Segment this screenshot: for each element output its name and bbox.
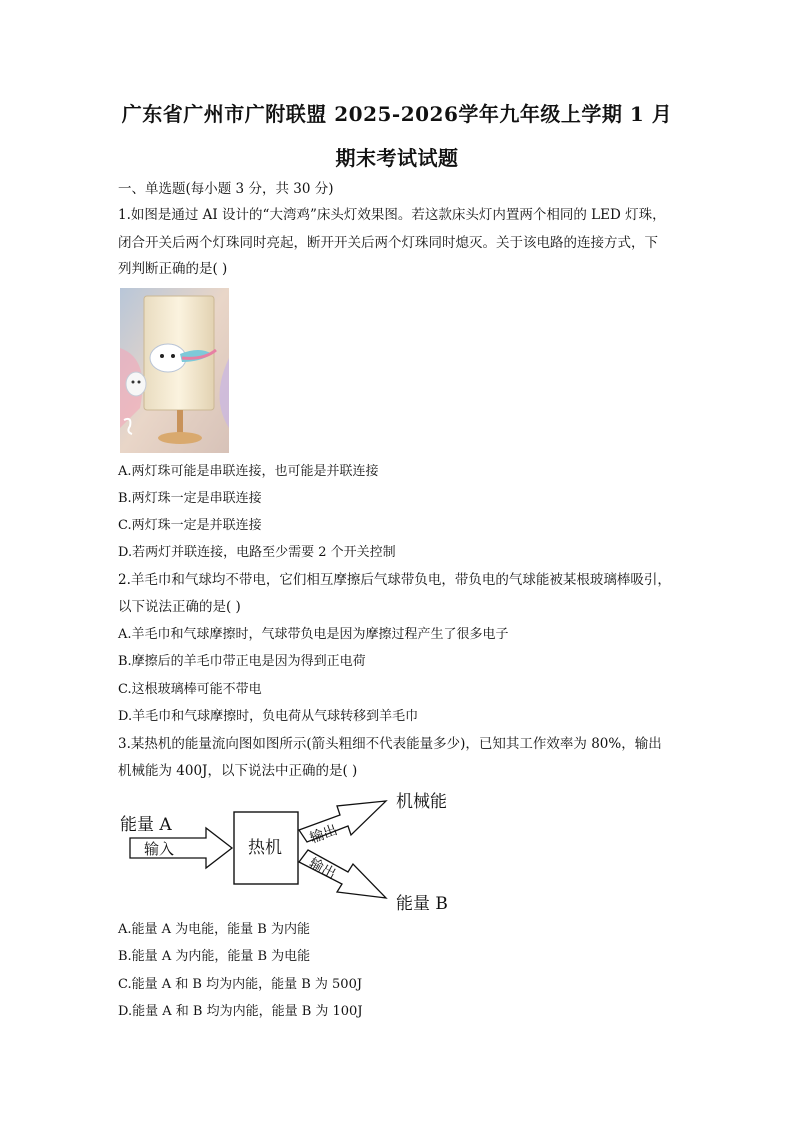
section-heading: 一、单选题(每小题 3 分，共 30 分) bbox=[118, 181, 334, 197]
q2-option-a: A.羊毛巾和气球摩擦时，气球带负电是因为摩擦过程产生了很多电子 bbox=[118, 627, 509, 642]
q3-option-b: B.能量 A 为内能，能量 B 为电能 bbox=[118, 949, 311, 964]
engine-label: 热机 bbox=[248, 838, 282, 858]
q3-option-c: C.能量 A 和 B 均为内能，能量 B 为 500J bbox=[118, 977, 363, 992]
q1-stem-line2: 闭合开关后两个灯珠同时亮起，断开开关后两个灯珠同时熄灭。关于该电路的连接方式，下 bbox=[118, 235, 658, 251]
page-title-line1: 广东省广州市广附联盟 2025-2026学年九年级上学期 1 月 bbox=[121, 102, 673, 126]
energy-flow-diagram bbox=[118, 788, 463, 918]
q2-stem-line2: 以下说法正确的是( ) bbox=[118, 599, 241, 615]
page-title-line2: 期末考试试题 bbox=[335, 146, 459, 170]
q2-option-c: C.这根玻璃棒可能不带电 bbox=[118, 682, 262, 697]
mechanical-energy-label: 机械能 bbox=[396, 792, 447, 812]
output-label-upper: 输出 bbox=[307, 822, 340, 847]
q2-stem-line1: 2.羊毛巾和气球均不带电，它们相互摩擦后气球带负电，带负电的气球能被某根玻璃棒吸引， bbox=[118, 572, 671, 588]
output-label-lower: 输出 bbox=[306, 855, 339, 883]
energy-a-label: 能量 A bbox=[120, 815, 172, 835]
lamp-image bbox=[120, 288, 229, 453]
q3-option-a: A.能量 A 为电能，能量 B 为内能 bbox=[118, 922, 310, 937]
q1-stem-line1: 1.如图是通过 AI 设计的“大湾鸡”床头灯效果图。若这款床头灯内置两个相同的 LED 灯珠， bbox=[118, 207, 666, 223]
q1-option-b: B.两灯珠一定是串联连接 bbox=[118, 491, 262, 506]
q2-option-d: D.羊毛巾和气球摩擦时，负电荷从气球转移到羊毛巾 bbox=[118, 709, 419, 724]
q3-option-d: D.能量 A 和 B 均为内能，能量 B 为 100J bbox=[118, 1004, 363, 1019]
q1-option-a: A.两灯珠可能是串联连接，也可能是并联连接 bbox=[118, 464, 379, 479]
q3-stem-line2: 机械能为 400J，以下说法中正确的是( ) bbox=[118, 763, 358, 779]
input-label: 输入 bbox=[144, 840, 175, 858]
q1-option-c: C.两灯珠一定是并联连接 bbox=[118, 518, 262, 533]
q3-stem-line1: 3.某热机的能量流向图如图所示(箭头粗细不代表能量多少)，已知其工作效率为 80%，输出 bbox=[118, 736, 662, 752]
energy-b-label: 能量 B bbox=[396, 894, 448, 914]
q2-option-b: B.摩擦后的羊毛巾带正电是因为得到正电荷 bbox=[118, 654, 366, 669]
q1-stem-line3: 列判断正确的是( ) bbox=[118, 261, 228, 277]
q1-option-d: D.若两灯并联连接，电路至少需要 2 个开关控制 bbox=[118, 545, 396, 560]
